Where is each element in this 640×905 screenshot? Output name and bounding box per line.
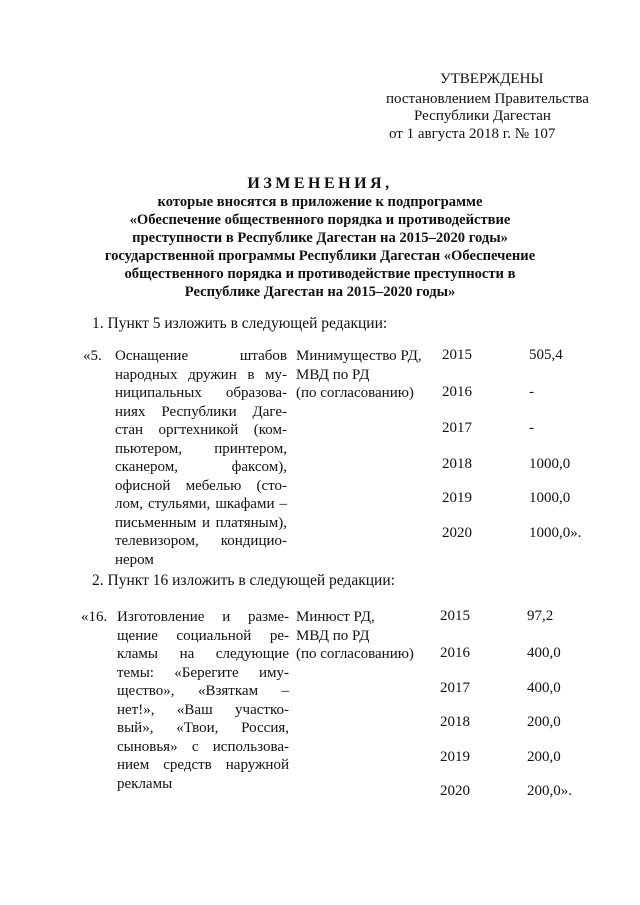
title-line: общественного порядка и противодействие преступности в [124,266,516,282]
item-description-line: лом, стульями, шкафами – [115,496,287,512]
item-amount: 1000,0 [529,456,571,472]
item-year: 2019 [440,749,470,765]
item-description-line: нием средств наружной [117,757,289,773]
item-description-line: пьютером, принтером, [115,440,287,457]
item-year: 2015 [440,608,470,624]
item-amount: 400,0 [527,645,561,661]
item-description-line: ниях Республики Даге- [115,403,287,420]
item-description-line: ниципальных образова- [115,385,287,401]
item-description-line: нет!», «Ваш участко- [117,701,289,718]
item-executor: (по согласованию) [296,646,414,662]
item-year: 2019 [442,490,472,506]
item-amount: - [529,384,534,400]
item-description-line: нером [115,551,154,568]
item-description-line: офисной мебелью (сто- [115,477,287,494]
item-year: 2017 [440,680,470,696]
title-line: преступности в Республике Дагестан на 2015–2020 годы» [132,230,508,246]
item-amount: 97,2 [527,608,554,624]
item-amount: - [529,420,534,436]
item-year: 2018 [442,456,472,472]
title-line: государственной программы Республики Дагестан «Обеспечение [104,248,536,264]
item-year: 2015 [442,347,472,363]
item-description-line: кламы на следующие [117,646,289,662]
item-amount: 400,0 [527,680,561,696]
item-description-line: стан оргтехникой (ком- [115,422,287,438]
item-amount: 200,0». [527,783,572,799]
item-executor: Минимущество РД, [296,348,422,364]
document-title: ИЗМЕНЕНИЯ, [247,175,393,192]
item-amount: 200,0 [527,749,561,765]
item-instruction: 1. Пункт 5 изложить в следующей редакции: [92,315,388,332]
item-year: 2017 [442,420,472,436]
title-line: «Обеспечение общественного порядка и противодействие [129,212,511,228]
item-instruction: 2. Пункт 16 изложить в следующей редакции: [92,572,395,589]
item-description-line: темы: «Берегите иму- [117,664,289,681]
item-amount: 1000,0 [529,490,571,506]
approval-line: постановлением Правительства [386,91,589,107]
title-line: которые вносятся в приложение к подпрограмме [157,194,483,210]
item-number: «5. [83,348,102,364]
item-description-line: сыновья» с использова- [117,738,289,755]
item-description-line: письменным и платяным), [115,514,287,531]
item-description-line: Оснащение штабов [115,348,287,364]
item-description-line: Изготовление и разме- [117,609,289,625]
item-description-line: рекламы [117,775,173,792]
approval-line: Республики Дагестан [414,108,551,124]
item-amount: 1000,0». [529,525,582,541]
title-line: Республике Дагестан на 2015–2020 годы» [184,284,456,300]
item-year: 2018 [440,714,470,730]
item-executor: Минюст РД, [296,609,375,625]
item-description-line: народных дружин в му- [115,366,287,383]
item-executor: МВД по РД [296,366,370,383]
item-year: 2016 [440,645,470,661]
approval-date: от 1 августа 2018 г. № 107 [389,126,556,142]
item-description-line: телевизором, кондицио- [115,533,287,549]
item-year: 2020 [442,525,472,541]
item-description-line: вый», «Твои, Россия, [117,720,289,736]
item-description-line: сканером, факсом), [115,459,287,475]
item-executor: (по согласованию) [296,385,414,401]
item-description-line: щество», «Взяткам – [117,683,289,699]
item-executor: МВД по РД [296,627,370,644]
item-year: 2020 [440,783,470,799]
item-year: 2016 [442,384,472,400]
item-description-line: щение социальной ре- [117,627,289,644]
item-amount: 200,0 [527,714,561,730]
item-number: «16. [81,609,108,625]
item-amount: 505,4 [529,347,563,363]
approval-heading: УТВЕРЖДЕНЫ [440,71,544,87]
